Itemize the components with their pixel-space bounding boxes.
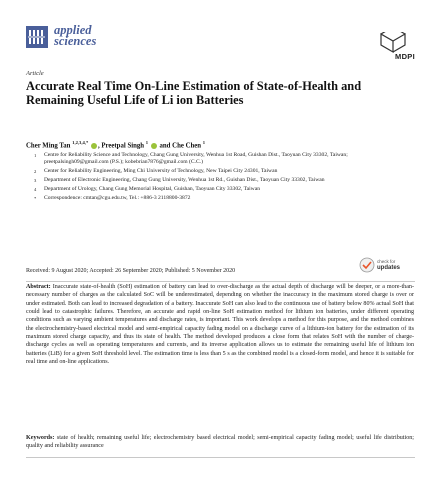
publisher-name: MDPI xyxy=(395,52,415,61)
affiliation-text: Centre for Reliability Science and Technology, Chang Gung University, Wenhua 1st Road, Guishan Dist., Taoyuan City 33302, Taiwan; preetpalsingh09@gmail.com (P.S.); kobebrian7876@gmail.com (C.C.) xyxy=(44,152,348,166)
orcid-icon[interactable] xyxy=(91,143,97,149)
author-name[interactable]: Che Chen xyxy=(172,142,202,150)
journal-logo-icon xyxy=(26,26,48,48)
affiliation-text: Department of Electronic Engineering, Chang Gung University, Wenhua 1st Rd., Guishan Dist., Taoyuan City 33302, Taiwan xyxy=(44,177,325,184)
affiliation-item xyxy=(34,186,394,193)
correspondence-text[interactable]: Correspondence: cmtan@cgu.edu.tw, Tel.: +886-3 2118800-3872 xyxy=(44,195,191,202)
author-affil-sup: 1 xyxy=(202,140,206,145)
abstract xyxy=(26,283,414,366)
affiliation-item xyxy=(34,152,394,167)
divider xyxy=(26,457,415,458)
author-affil-sup: 1,2,3,4,* xyxy=(72,140,89,145)
keywords-text: state of health; remaining useful life; electrochemistry based electrical model; semi-empirical capacity fading model; useful life distribution; quality and reliability assurance xyxy=(26,435,414,450)
check-updates-icon xyxy=(359,257,375,273)
author-separator: , xyxy=(97,142,100,150)
journal-name-line2: sciences xyxy=(54,34,97,48)
journal-name xyxy=(54,25,96,47)
affiliation-number: 1 xyxy=(34,153,37,158)
divider xyxy=(26,281,415,282)
author-name[interactable]: Preetpal Singh xyxy=(101,142,145,150)
journal-header xyxy=(26,23,415,61)
affiliation-number: 3 xyxy=(34,178,37,184)
orcid-icon[interactable] xyxy=(151,143,157,149)
check-for-updates-badge[interactable] xyxy=(359,256,403,276)
abstract-text: Inaccurate state-of-health (SoH) estimation of battery can lead to over-discharge as the actual depth of discharge will be deeper, or a more-than-necessary number of charges as the calculated SoC will be underestimated, depending on whether the inaccuracy in the maximum stored charge is over or under estimated. Both can lead to increased degradation of a battery. Inaccurate SoH can also lead to the continuous use of battery below 80% actual SoH that could lead to catastrophic failures. Therefore, an accurate and rapid on-line SoH estimation method for lithium ion batteries, under different operating conditions such as varying ambient temperatures and discharge rates, is important. This work develops a method for this purpose, and the method combines the electrochemistry-based electrical model and semi-empirical capacity fading model on a discharge curve of a lithium-ion battery for the estimation of its maximum stored charge capacity, and thus its state of health. The method developed produces a close form that relates SoH with the number of charge-discharge cycles as well as operating temperatures and currents, and its inverse application allows us to estimate the remaining useful life of lithium ion batteries (LiB) for a given SoH threshold level. The estimation time is less than 5 s as the combined model is a closed-form model, and hence it is suitable for real time and on-line applications. xyxy=(26,284,414,366)
affiliation-item xyxy=(34,168,394,175)
keywords-label: Keywords: xyxy=(26,435,55,441)
journal-name-line1: applied xyxy=(54,23,92,37)
check-updates-line2: updates xyxy=(377,265,401,271)
check-updates-line1: check for xyxy=(377,259,396,264)
affiliation-item xyxy=(34,177,394,184)
affiliation-number: 2 xyxy=(34,169,37,175)
author-list xyxy=(26,140,205,149)
author-name[interactable]: Cher Ming Tan xyxy=(26,142,71,150)
article-title: Accurate Real Time On-Line Estimation of State-of-Health and Remaining Useful Life of Li ion Batteries xyxy=(26,79,362,107)
article-type: Article xyxy=(26,70,44,77)
correspondence xyxy=(34,195,394,202)
publication-dates: Received: 9 August 2020; Accepted: 26 September 2020; Published: 5 November 2020 xyxy=(26,268,236,274)
author-affil-sup: 1 xyxy=(145,140,149,145)
author-separator: and xyxy=(159,142,171,150)
abstract-label: Abstract: xyxy=(26,284,51,290)
affiliation-text: Department of Urology, Chang Gung Memorial Hospital, Guishan, Taoyuan City 33302, Taiwan xyxy=(44,186,260,193)
affiliation-number: * xyxy=(34,196,37,202)
affiliation-text: Center for Reliability Engineering, Ming Chi University of Technology, New Taipei City 24301, Taiwan xyxy=(44,168,278,175)
keywords xyxy=(26,434,414,451)
mdpi-logo-icon xyxy=(371,32,415,54)
affiliation-list xyxy=(34,152,394,204)
affiliation-number: 4 xyxy=(34,187,37,193)
